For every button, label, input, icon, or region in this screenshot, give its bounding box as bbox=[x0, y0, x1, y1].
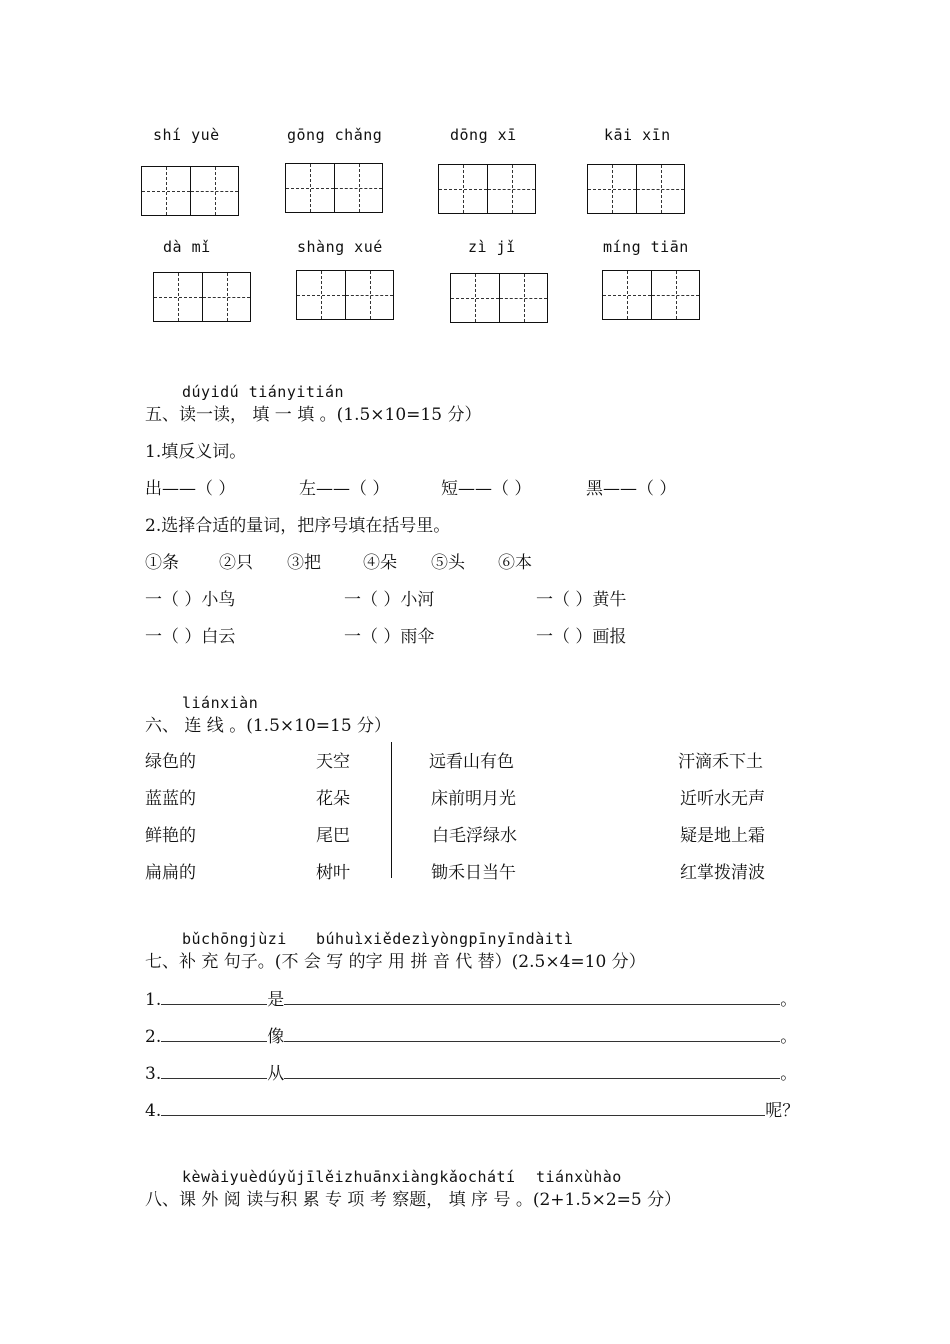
poem-line-right[interactable]: 汗滴禾下土 bbox=[678, 752, 763, 772]
section8-title: 八、课 外 阅 读与积 累 专 项 考 察题， 填 序 号 。(2+1.5×2=5 分） bbox=[145, 1190, 682, 1210]
poem-line-right[interactable]: 疑是地上霜 bbox=[680, 826, 765, 846]
sentence-line-3[interactable] bbox=[145, 1059, 797, 1084]
grid-pinyin-4: kāi xīn bbox=[604, 126, 671, 144]
char-grid-7[interactable] bbox=[450, 273, 548, 323]
poem-line-right[interactable]: 近听水无声 bbox=[680, 789, 765, 809]
char-grid-6[interactable] bbox=[296, 270, 394, 320]
sentence-line-1[interactable] bbox=[145, 985, 797, 1010]
poem-line-left[interactable]: 锄禾日当午 bbox=[431, 863, 516, 883]
match-left-item[interactable]: 扁扁的 bbox=[145, 863, 196, 883]
sentence-number: 1. bbox=[145, 990, 162, 1010]
char-grid-1[interactable] bbox=[141, 166, 239, 216]
grid-pinyin-2: gōng chǎng bbox=[287, 126, 383, 144]
sentence-number: 3. bbox=[145, 1064, 162, 1084]
blank-line[interactable] bbox=[284, 988, 780, 1005]
sentence-word: 是 bbox=[267, 990, 285, 1010]
sentence-end: 。 bbox=[780, 990, 798, 1010]
blank-line[interactable] bbox=[284, 1025, 780, 1042]
section8-pinyin-1: kèwàiyuèdúyǔjīlěizhuānxiàngkǎochátí bbox=[182, 1168, 516, 1186]
char-grid-3[interactable] bbox=[438, 164, 536, 214]
grid-pinyin-6: shàng xué bbox=[297, 238, 383, 256]
section7-pinyin-1: bǔchōngjùzi bbox=[182, 930, 287, 948]
blank-line[interactable] bbox=[161, 988, 267, 1005]
measure-item[interactable]: 一（ ）雨伞 bbox=[344, 627, 435, 647]
blank-line[interactable] bbox=[161, 1062, 267, 1079]
measure-item[interactable]: 一（ ）小鸟 bbox=[145, 590, 236, 610]
measure-item[interactable]: 一（ ）小河 bbox=[344, 590, 435, 610]
sentence-line-4[interactable] bbox=[145, 1096, 799, 1121]
sentence-word: 从 bbox=[267, 1064, 285, 1084]
match-right-item[interactable]: 花朵 bbox=[316, 789, 350, 809]
blank-line[interactable] bbox=[284, 1062, 780, 1079]
option-6: ⑥本 bbox=[498, 553, 532, 573]
option-4: ④朵 bbox=[363, 553, 397, 573]
section7-title: 七、补 充 句子。(不 会 写 的字 用 拼 音 代 替）(2.5×4=10 分） bbox=[145, 952, 646, 972]
column-divider bbox=[391, 742, 392, 878]
grid-pinyin-1: shí yuè bbox=[153, 126, 220, 144]
match-left-item[interactable]: 绿色的 bbox=[145, 752, 196, 772]
grid-pinyin-3: dōng xī bbox=[450, 126, 517, 144]
poem-line-left[interactable]: 远看山有色 bbox=[429, 752, 514, 772]
match-left-item[interactable]: 蓝蓝的 bbox=[145, 789, 196, 809]
measure-item[interactable]: 一（ ）画报 bbox=[536, 627, 627, 647]
poem-line-right[interactable]: 红掌拨清波 bbox=[680, 863, 765, 883]
poem-line-left[interactable]: 床前明月光 bbox=[431, 789, 516, 809]
section5-q2-label: 2.选择合适的量词，把序号填在括号里。 bbox=[145, 516, 451, 536]
char-grid-2[interactable] bbox=[285, 163, 383, 213]
sentence-end: 。 bbox=[780, 1027, 798, 1047]
option-3: ③把 bbox=[287, 553, 321, 573]
grid-pinyin-8: míng tiān bbox=[603, 238, 689, 256]
poem-line-left[interactable]: 白毛浮绿水 bbox=[432, 826, 517, 846]
grid-pinyin-5: dà mǐ bbox=[163, 238, 211, 256]
sentence-end: 呢？ bbox=[765, 1101, 800, 1121]
section5-title: 五、读一读， 填 一 填 。(1.5×10=15 分） bbox=[145, 405, 482, 425]
option-5: ⑤头 bbox=[431, 553, 465, 573]
section5-q1-label: 1.填反义词。 bbox=[145, 442, 247, 462]
antonym-2[interactable]: 左——（ ） bbox=[299, 479, 390, 499]
blank-line[interactable] bbox=[161, 1025, 267, 1042]
sentence-end: 。 bbox=[780, 1064, 798, 1084]
char-grid-8[interactable] bbox=[602, 270, 700, 320]
section7-pinyin-2: búhuìxiědezìyòngpīnyīndàitì bbox=[316, 930, 574, 948]
match-left-item[interactable]: 鲜艳的 bbox=[145, 826, 196, 846]
sentence-number: 4. bbox=[145, 1101, 162, 1121]
blank-line[interactable] bbox=[161, 1099, 765, 1116]
antonym-3[interactable]: 短——（ ） bbox=[441, 479, 532, 499]
grid-pinyin-7: zì jǐ bbox=[468, 238, 516, 256]
section8-pinyin-2: tiánxùhào bbox=[536, 1168, 622, 1186]
match-right-item[interactable]: 尾巴 bbox=[316, 826, 350, 846]
section6-title: 六、 连 线 。(1.5×10=15 分） bbox=[145, 716, 392, 736]
match-right-item[interactable]: 树叶 bbox=[316, 863, 350, 883]
antonym-4[interactable]: 黑——（ ） bbox=[586, 479, 677, 499]
sentence-line-2[interactable] bbox=[145, 1022, 797, 1047]
antonym-1[interactable]: 出——（ ） bbox=[145, 479, 236, 499]
option-2: ②只 bbox=[219, 553, 253, 573]
measure-item[interactable]: 一（ ）白云 bbox=[145, 627, 236, 647]
section6-pinyin: liánxiàn bbox=[182, 694, 259, 712]
option-1: ①条 bbox=[145, 553, 179, 573]
match-right-item[interactable]: 天空 bbox=[316, 752, 350, 772]
sentence-number: 2. bbox=[145, 1027, 162, 1047]
char-grid-5[interactable] bbox=[153, 272, 251, 322]
measure-item[interactable]: 一（ ）黄牛 bbox=[536, 590, 627, 610]
section5-pinyin: dúyidú tiányitián bbox=[182, 383, 345, 401]
char-grid-4[interactable] bbox=[587, 164, 685, 214]
sentence-word: 像 bbox=[267, 1027, 285, 1047]
